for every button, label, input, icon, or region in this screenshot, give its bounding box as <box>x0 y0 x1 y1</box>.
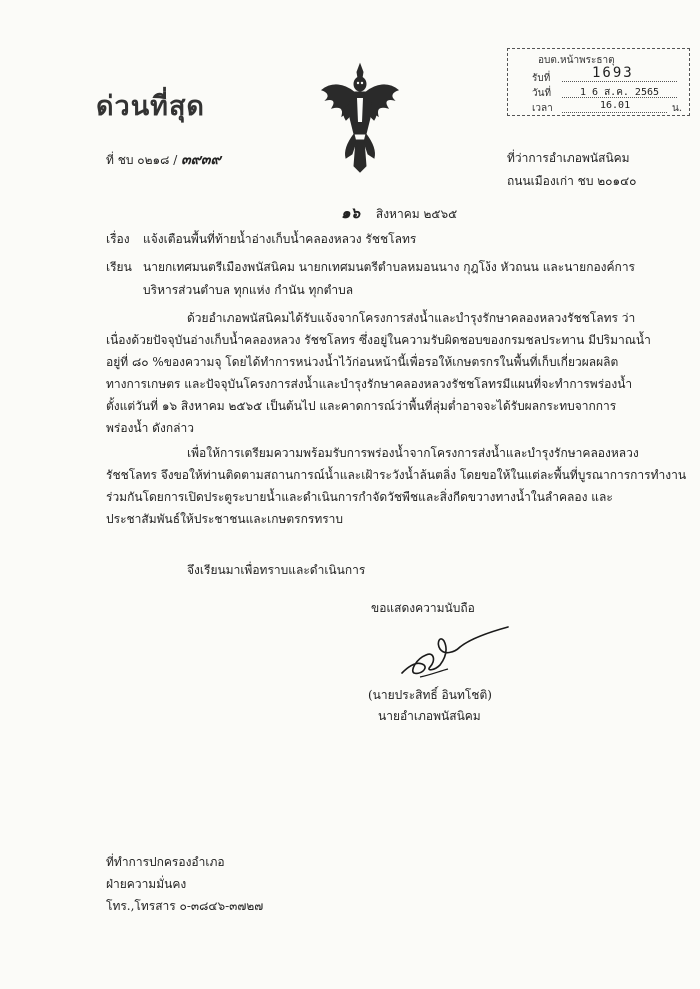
recipient-line-1: นายกเทศมนตรีเมืองพนัสนิคม นายกเทศมนตรีตำบลหมอนนาง กุฎโง้ง หัวถนน และนายกองค์การ <box>143 260 636 274</box>
receipt-stamp <box>507 48 690 116</box>
para2-line-1: เพื่อให้การเตรียมความพร้อมรับการพร่องน้ำจากโครงการส่งน้ำและบำรุงรักษาคลองหลวง <box>187 446 639 460</box>
para1-line-2: เนื่องด้วยปัจจุบันอ่างเก็บน้ำคลองหลวง รัชชโลทร ซึ่งอยู่ในความรับผิดชอบของกรมชลประทาน มีปริมาณน้ำ <box>106 333 651 347</box>
stamp-date-label: วันที่ <box>532 88 552 99</box>
stamp-org: อบต.หน้าพระธาตุ <box>538 55 615 66</box>
stamp-no-label: รับที่ <box>532 73 551 84</box>
footer-line-2: ฝ่ายความมั่นคง <box>106 877 187 891</box>
stamp-time-value: 16.01 <box>600 100 631 111</box>
para1-line-3: อยู่ที่ ๘๐ %ของความจุ โดยได้ทำการหน่วงน้ำไว้ก่อนหน้านี้เพื่อรอให้เกษตรกรในพื้นที่เก็บเกี่ยวผลผลิต <box>106 355 619 369</box>
para1-line-4: ทางการเกษตร และปัจจุบันโครงการส่งน้ำและบำรุงรักษาคลองหลวงรัชชโลทรมีแผนที่จะทำการพร่องน้ำ <box>106 377 633 391</box>
recipient-label: เรียน <box>106 260 132 274</box>
subject-label: เรื่อง <box>106 232 130 246</box>
subject-text: แจ้งเตือนพื้นที่ท้ายน้ำอ่างเก็บน้ำคลองหลวง รัชชโลทร <box>143 232 417 246</box>
stamp-no-value: 1693 <box>592 65 634 81</box>
para2-line-4: ประชาสัมพันธ์ให้ประชาชนและเกษตรกรทราบ <box>106 512 344 526</box>
signatory-name: (นายประสิทธิ์ อินทโชติ) <box>368 688 492 702</box>
signatory-position: นายอำเภอพนัสนิคม <box>378 709 481 723</box>
handwritten-signature <box>400 625 510 685</box>
closing-text: จึงเรียนมาเพื่อทราบและดำเนินการ <box>187 563 366 577</box>
para2-line-2: รัชชโลทร จึงขอให้ท่านติดตามสถานการณ์น้ำและเฝ้าระวังน้ำล้นตลิ่ง โดยขอให้ในแต่ละพื้นที่บูรณาการการทำงาน <box>106 468 687 482</box>
garuda-emblem-icon <box>320 62 400 174</box>
office-line-1: ที่ว่าการอำเภอพนัสนิคม <box>507 151 630 165</box>
para1-line-6: พร่องน้ำ ดังกล่าว <box>106 421 194 435</box>
doc-number-handwritten: ๓๙๓๙ <box>181 152 221 168</box>
doc-number-prefix: ที่ ชบ ๐๒๑๘ / <box>106 153 178 167</box>
footer-line-3: โทร.,โทรสาร ๐-๓๘๔๖-๓๗๒๗ <box>106 899 264 913</box>
doc-date <box>341 201 457 225</box>
date-day-handwritten: ๑๖ <box>341 204 361 222</box>
doc-number <box>106 149 221 171</box>
para1-line-1: ด้วยอำเภอพนัสนิคมได้รับแจ้งจากโครงการส่งน้ำและบำรุงรักษาคลองหลวงรัชชโลทร ว่า <box>187 311 636 325</box>
recipient-line-2: บริหารส่วนตำบล ทุกแห่ง กำนัน ทุกตำบล <box>143 283 354 297</box>
para2-line-3: ร่วมกันโดยการเปิดประตูระบายน้ำและดำเนินการกำจัดวัชพืชและสิ่งกีดขวางทางน้ำในลำคลอง และ <box>106 490 613 504</box>
date-month-year: สิงหาคม ๒๕๖๕ <box>375 207 458 221</box>
stamp-date-value: 1 6 ส.ค. 2565 <box>580 87 660 98</box>
stamp-time-unit: น. <box>672 103 683 114</box>
stamp-time-label: เวลา <box>532 103 553 114</box>
para1-line-5: ตั้งแต่วันที่ ๑๖ สิงหาคม ๒๕๖๕ เป็นต้นไป และคาดการณ์ว่าพื้นที่ลุ่มต่ำอาจจะได้รับผลกระทบจากการ <box>106 399 617 413</box>
office-line-2: ถนนเมืองเก่า ชบ ๒๐๑๔๐ <box>507 174 637 188</box>
regards-text: ขอแสดงความนับถือ <box>371 601 475 615</box>
urgency-mark: ด่วนที่สุด <box>96 91 205 122</box>
footer-line-1: ที่ทำการปกครองอำเภอ <box>106 855 225 869</box>
